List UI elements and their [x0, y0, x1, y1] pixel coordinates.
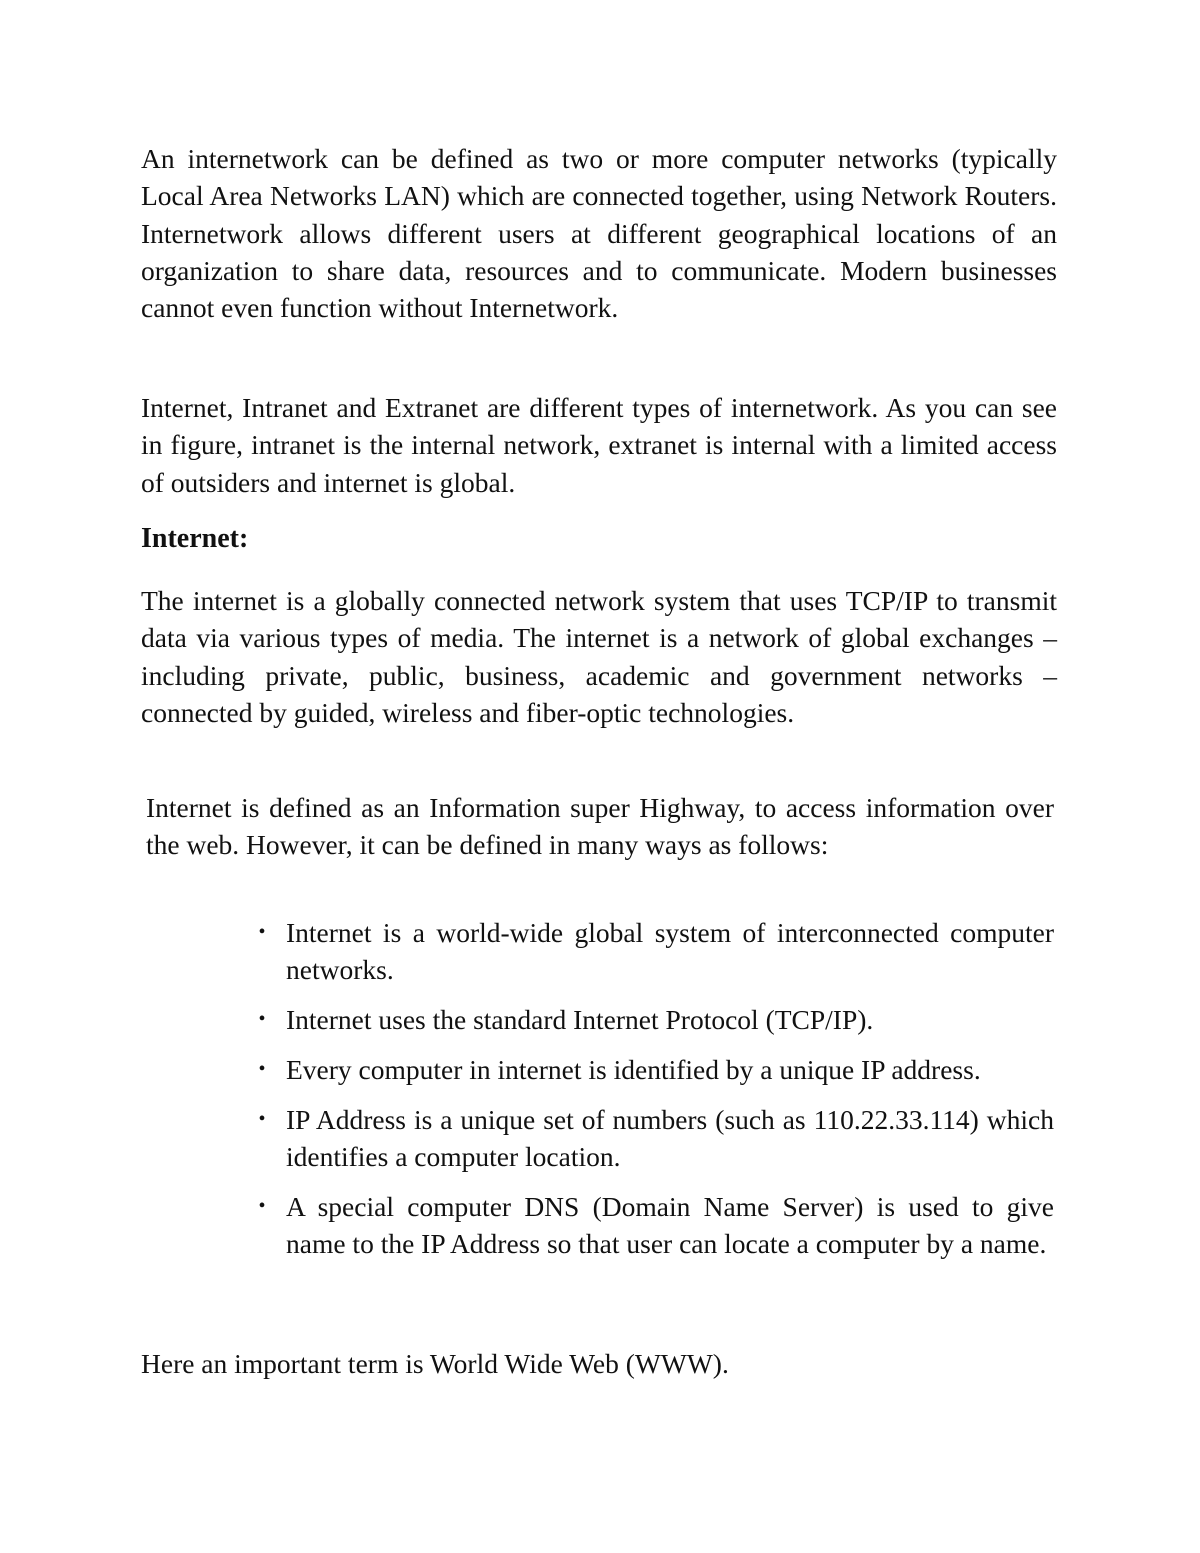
list-item — [258, 914, 1054, 988]
list-item — [258, 1101, 1054, 1175]
internetwork-types-paragraph: Internet, Intranet and Extranet are different types of internetwork. As you can see in figure, intranet is the internal network, extranet is internal with a limited access of outsiders and internet is global. — [141, 392, 1057, 498]
list-item-text: IP Address is a unique set of numbers (such as 110.22.33.114) which identifies a computer location. — [286, 1104, 1054, 1172]
bullet-icon: • — [258, 1008, 266, 1030]
list-item — [258, 1051, 1054, 1088]
internetwork-definition-paragraph: An internetwork can be defined as two or more computer networks (typically Local Area Networks LAN) which are connected together, using Network Routers. Internetwork allows different users at different geographical locations of an organization to share data, resources and to communicate. Modern businesses cannot even function without Internetwork. — [141, 143, 1057, 324]
bullet-icon: • — [258, 1108, 266, 1130]
list-item — [258, 1001, 1054, 1038]
bullet-icon: • — [258, 921, 266, 943]
internet-heading: Internet: — [141, 523, 249, 554]
bullet-icon: • — [258, 1195, 266, 1217]
list-item-text: Every computer in internet is identified by a unique IP address. — [286, 1054, 981, 1085]
internet-description-paragraph: The internet is a globally connected network system that uses TCP/IP to transmit data via various types of media. The internet is a network of global exchanges – including private, public, business, academic and government networks – connected by guided, wireless and fiber-optic technologies. — [141, 585, 1057, 728]
closing-sentence: Here an important term is World Wide Web (WWW). — [141, 1348, 729, 1379]
list-item-text: Internet is a world-wide global system of interconnected computer networks. — [286, 917, 1054, 985]
list-item-text: Internet uses the standard Internet Protocol (TCP/IP). — [286, 1004, 874, 1035]
internet-definition-paragraph: Internet is defined as an Information super Highway, to access information over the web. However, it can be defined in many ways as follows: — [146, 792, 1054, 861]
internet-facts-list — [258, 914, 1054, 1275]
list-item-text: A special computer DNS (Domain Name Server) is used to give name to the IP Address so that user can locate a computer by a name. — [286, 1191, 1054, 1259]
bullet-icon: • — [258, 1058, 266, 1080]
list-item — [258, 1188, 1054, 1262]
